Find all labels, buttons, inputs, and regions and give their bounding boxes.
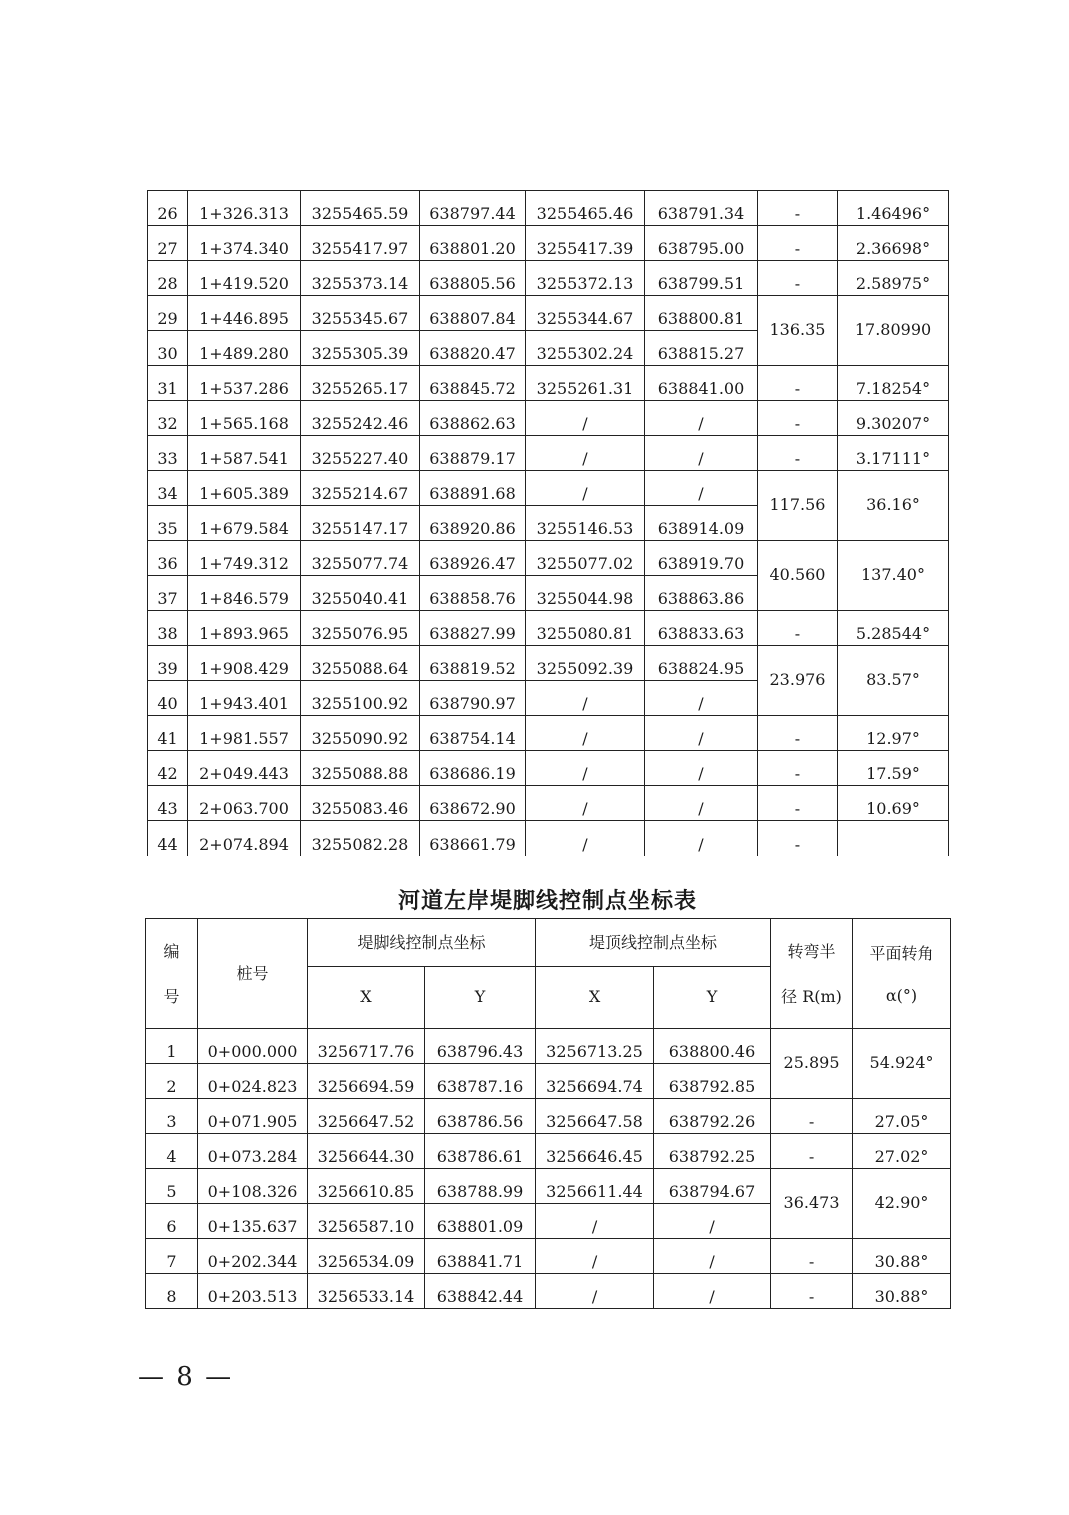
cell-radius: - bbox=[771, 1099, 853, 1134]
cell-no: 42 bbox=[148, 751, 188, 786]
cell-fx: 3255077.74 bbox=[301, 541, 420, 576]
cell-ty: / bbox=[654, 1274, 771, 1309]
cell-no: 26 bbox=[148, 191, 188, 226]
cell-ty: / bbox=[645, 821, 758, 856]
header-top-y: Y bbox=[654, 967, 771, 1029]
cell-fx: 3255088.64 bbox=[301, 646, 420, 681]
cell-ty: 638792.25 bbox=[654, 1134, 771, 1169]
cell-radius: - bbox=[758, 226, 838, 261]
cell-fy: 638841.71 bbox=[425, 1239, 536, 1274]
cell-pile: 1+749.312 bbox=[188, 541, 301, 576]
cell-no: 37 bbox=[148, 576, 188, 611]
cell-pile: 1+943.401 bbox=[188, 681, 301, 716]
cell-no: 5 bbox=[146, 1169, 198, 1204]
cell-tx: 3255465.46 bbox=[526, 191, 645, 226]
cell-no: 2 bbox=[146, 1064, 198, 1099]
cell-radius: 117.56 bbox=[758, 471, 838, 541]
cell-tx: 3255077.02 bbox=[526, 541, 645, 576]
cell-fy: 638819.52 bbox=[420, 646, 526, 681]
cell-fy: 638926.47 bbox=[420, 541, 526, 576]
cell-no: 8 bbox=[146, 1274, 198, 1309]
cell-pile: 0+108.326 bbox=[198, 1169, 308, 1204]
header-radius: 转弯半 径 R(m) bbox=[771, 919, 853, 1029]
cell-fx: 3256647.52 bbox=[308, 1099, 425, 1134]
cell-angle: 27.02° bbox=[853, 1134, 951, 1169]
cell-fy: 638754.14 bbox=[420, 716, 526, 751]
cell-pile: 0+024.823 bbox=[198, 1064, 308, 1099]
cell-fx: 3255227.40 bbox=[301, 436, 420, 471]
table-title: 河道左岸堤脚线控制点坐标表 bbox=[397, 889, 697, 914]
cell-tx: / bbox=[526, 436, 645, 471]
cell-no: 43 bbox=[148, 786, 188, 821]
cell-tx: / bbox=[526, 471, 645, 506]
cell-fx: 3255100.92 bbox=[301, 681, 420, 716]
cell-fx: 3255088.88 bbox=[301, 751, 420, 786]
cell-tx: 3256611.44 bbox=[536, 1169, 654, 1204]
cell-radius: 36.473 bbox=[771, 1169, 853, 1239]
table-row bbox=[148, 611, 949, 646]
cell-angle: 5.28544° bbox=[838, 611, 949, 646]
cell-pile: 1+846.579 bbox=[188, 576, 301, 611]
cell-radius: - bbox=[758, 191, 838, 226]
cell-tx: / bbox=[526, 751, 645, 786]
cell-fy: 638801.09 bbox=[425, 1204, 536, 1239]
cell-tx: / bbox=[536, 1204, 654, 1239]
cell-radius: - bbox=[758, 611, 838, 646]
cell-ty: 638795.00 bbox=[645, 226, 758, 261]
cell-pile: 1+893.965 bbox=[188, 611, 301, 646]
cell-fy: 638862.63 bbox=[420, 401, 526, 436]
cell-ty: 638919.70 bbox=[645, 541, 758, 576]
cell-no: 3 bbox=[146, 1099, 198, 1134]
cell-ty: 638799.51 bbox=[645, 261, 758, 296]
cell-ty: / bbox=[654, 1239, 771, 1274]
cell-no: 36 bbox=[148, 541, 188, 576]
cell-pile: 1+489.280 bbox=[188, 331, 301, 366]
cell-tx: 3255302.24 bbox=[526, 331, 645, 366]
cell-no: 27 bbox=[148, 226, 188, 261]
cell-fy: 638786.56 bbox=[425, 1099, 536, 1134]
cell-pile: 0+071.905 bbox=[198, 1099, 308, 1134]
header-top-group: 堤顶线控制点坐标 bbox=[536, 919, 771, 967]
cell-ty: 638800.81 bbox=[645, 296, 758, 331]
cell-pile: 1+679.584 bbox=[188, 506, 301, 541]
cell-radius: - bbox=[771, 1239, 853, 1274]
cell-radius: 25.895 bbox=[771, 1029, 853, 1099]
cell-ty: / bbox=[645, 751, 758, 786]
cell-ty: / bbox=[645, 471, 758, 506]
cell-tx: 3256646.45 bbox=[536, 1134, 654, 1169]
cell-tx: / bbox=[536, 1274, 654, 1309]
cell-ty: 638791.34 bbox=[645, 191, 758, 226]
cell-tx: / bbox=[536, 1239, 654, 1274]
table-row bbox=[148, 541, 949, 576]
cell-pile: 1+605.389 bbox=[188, 471, 301, 506]
table-row bbox=[148, 646, 949, 681]
cell-fy: 638805.56 bbox=[420, 261, 526, 296]
cell-pile: 2+063.700 bbox=[188, 786, 301, 821]
cell-fx: 3255242.46 bbox=[301, 401, 420, 436]
cell-fx: 3255305.39 bbox=[301, 331, 420, 366]
cell-no: 38 bbox=[148, 611, 188, 646]
cell-fx: 3255083.46 bbox=[301, 786, 420, 821]
cell-ty: 638792.85 bbox=[654, 1064, 771, 1099]
cell-no: 30 bbox=[148, 331, 188, 366]
cell-fy: 638891.68 bbox=[420, 471, 526, 506]
table-row bbox=[148, 436, 949, 471]
cell-angle: 17.80990 bbox=[838, 296, 949, 366]
cell-fy: 638807.84 bbox=[420, 296, 526, 331]
cell-fx: 3255090.92 bbox=[301, 716, 420, 751]
cell-pile: 2+074.894 bbox=[188, 821, 301, 856]
cell-angle: 2.36698° bbox=[838, 226, 949, 261]
cell-pile: 1+587.541 bbox=[188, 436, 301, 471]
cell-pile: 1+981.557 bbox=[188, 716, 301, 751]
cell-angle: 1.46496° bbox=[838, 191, 949, 226]
cell-ty: 638792.26 bbox=[654, 1099, 771, 1134]
header-pile: 桩号 bbox=[198, 919, 308, 1029]
cell-fy: 638788.99 bbox=[425, 1169, 536, 1204]
cell-pile: 1+908.429 bbox=[188, 646, 301, 681]
cell-no: 35 bbox=[148, 506, 188, 541]
cell-angle: 2.58975° bbox=[838, 261, 949, 296]
page-number: — 8 — bbox=[138, 1362, 234, 1392]
cell-radius: - bbox=[758, 786, 838, 821]
cell-fy: 638672.90 bbox=[420, 786, 526, 821]
cell-angle: 12.97° bbox=[838, 716, 949, 751]
cell-fy: 638787.16 bbox=[425, 1064, 536, 1099]
cell-ty: / bbox=[645, 786, 758, 821]
cell-fy: 638661.79 bbox=[420, 821, 526, 856]
cell-pile: 0+000.000 bbox=[198, 1029, 308, 1064]
cell-tx: 3255146.53 bbox=[526, 506, 645, 541]
table-row bbox=[146, 1029, 951, 1064]
cell-fx: 3256534.09 bbox=[308, 1239, 425, 1274]
cell-tx: 3255044.98 bbox=[526, 576, 645, 611]
cell-ty: 638824.95 bbox=[645, 646, 758, 681]
cell-ty: 638841.00 bbox=[645, 366, 758, 401]
table-row bbox=[148, 716, 949, 751]
cell-fy: 638879.17 bbox=[420, 436, 526, 471]
table-row bbox=[146, 1099, 951, 1134]
table-row bbox=[148, 226, 949, 261]
cell-ty: / bbox=[654, 1204, 771, 1239]
cell-fx: 3255214.67 bbox=[301, 471, 420, 506]
cell-angle: 27.05° bbox=[853, 1099, 951, 1134]
cell-fx: 3256694.59 bbox=[308, 1064, 425, 1099]
cell-fx: 3256533.14 bbox=[308, 1274, 425, 1309]
cell-no: 29 bbox=[148, 296, 188, 331]
cell-pile: 2+049.443 bbox=[188, 751, 301, 786]
cell-fx: 3255147.17 bbox=[301, 506, 420, 541]
cell-no: 1 bbox=[146, 1029, 198, 1064]
cell-fy: 638820.47 bbox=[420, 331, 526, 366]
cell-tx: 3255092.39 bbox=[526, 646, 645, 681]
cell-fx: 3256587.10 bbox=[308, 1204, 425, 1239]
cell-tx: 3255372.13 bbox=[526, 261, 645, 296]
cell-fx: 3256610.85 bbox=[308, 1169, 425, 1204]
cell-tx: 3256694.74 bbox=[536, 1064, 654, 1099]
cell-fx: 3256717.76 bbox=[308, 1029, 425, 1064]
cell-no: 34 bbox=[148, 471, 188, 506]
coordinate-table-continued bbox=[147, 190, 949, 856]
cell-tx: / bbox=[526, 786, 645, 821]
cell-no: 33 bbox=[148, 436, 188, 471]
cell-pile: 1+537.286 bbox=[188, 366, 301, 401]
cell-radius: - bbox=[758, 366, 838, 401]
table-row bbox=[148, 786, 949, 821]
cell-ty: 638815.27 bbox=[645, 331, 758, 366]
cell-angle: 42.90° bbox=[853, 1169, 951, 1239]
cell-fx: 3255373.14 bbox=[301, 261, 420, 296]
cell-radius: - bbox=[758, 401, 838, 436]
cell-ty: 638794.67 bbox=[654, 1169, 771, 1204]
cell-pile: 0+073.284 bbox=[198, 1134, 308, 1169]
cell-pile: 0+135.637 bbox=[198, 1204, 308, 1239]
cell-tx: 3255261.31 bbox=[526, 366, 645, 401]
cell-no: 7 bbox=[146, 1239, 198, 1274]
cell-no: 4 bbox=[146, 1134, 198, 1169]
table-row bbox=[148, 366, 949, 401]
cell-fy: 638801.20 bbox=[420, 226, 526, 261]
cell-ty: / bbox=[645, 401, 758, 436]
cell-fy: 638796.43 bbox=[425, 1029, 536, 1064]
cell-radius: 23.976 bbox=[758, 646, 838, 716]
table-row bbox=[146, 1169, 951, 1204]
cell-tx: / bbox=[526, 821, 645, 856]
table-row bbox=[148, 401, 949, 436]
cell-angle: 17.59° bbox=[838, 751, 949, 786]
cell-ty: 638833.63 bbox=[645, 611, 758, 646]
cell-angle: 30.88° bbox=[853, 1239, 951, 1274]
table-row bbox=[148, 751, 949, 786]
cell-fx: 3255076.95 bbox=[301, 611, 420, 646]
cell-tx: 3255344.67 bbox=[526, 296, 645, 331]
cell-no: 32 bbox=[148, 401, 188, 436]
cell-fy: 638842.44 bbox=[425, 1274, 536, 1309]
cell-no: 28 bbox=[148, 261, 188, 296]
cell-fy: 638827.99 bbox=[420, 611, 526, 646]
cell-pile: 1+326.313 bbox=[188, 191, 301, 226]
cell-fy: 638786.61 bbox=[425, 1134, 536, 1169]
cell-no: 39 bbox=[148, 646, 188, 681]
cell-fy: 638845.72 bbox=[420, 366, 526, 401]
table-row bbox=[148, 261, 949, 296]
cell-pile: 1+446.895 bbox=[188, 296, 301, 331]
cell-fy: 638797.44 bbox=[420, 191, 526, 226]
cell-pile: 1+374.340 bbox=[188, 226, 301, 261]
cell-angle: 83.57° bbox=[838, 646, 949, 716]
cell-tx: 3256647.58 bbox=[536, 1099, 654, 1134]
cell-pile: 0+203.513 bbox=[198, 1274, 308, 1309]
header-foot-group: 堤脚线控制点坐标 bbox=[308, 919, 536, 967]
cell-no: 31 bbox=[148, 366, 188, 401]
cell-no: 41 bbox=[148, 716, 188, 751]
cell-fy: 638790.97 bbox=[420, 681, 526, 716]
cell-radius: - bbox=[758, 716, 838, 751]
cell-fy: 638920.86 bbox=[420, 506, 526, 541]
cell-radius: 136.35 bbox=[758, 296, 838, 366]
cell-angle: 54.924° bbox=[853, 1029, 951, 1099]
cell-tx: 3256713.25 bbox=[536, 1029, 654, 1064]
cell-fx: 3255345.67 bbox=[301, 296, 420, 331]
table-row bbox=[148, 296, 949, 331]
cell-tx: 3255080.81 bbox=[526, 611, 645, 646]
cell-angle: 36.16° bbox=[838, 471, 949, 541]
cell-tx: / bbox=[526, 681, 645, 716]
cell-ty: 638800.46 bbox=[654, 1029, 771, 1064]
cell-tx: / bbox=[526, 401, 645, 436]
cell-radius: - bbox=[771, 1274, 853, 1309]
cell-ty: / bbox=[645, 436, 758, 471]
cell-angle bbox=[838, 821, 949, 856]
left-bank-coordinate-table bbox=[145, 918, 951, 1309]
cell-no: 40 bbox=[148, 681, 188, 716]
cell-no: 6 bbox=[146, 1204, 198, 1239]
header-angle: 平面转角 α(°) bbox=[853, 919, 951, 1029]
cell-pile: 0+202.344 bbox=[198, 1239, 308, 1274]
cell-no: 44 bbox=[148, 821, 188, 856]
header-number: 编 号 bbox=[146, 919, 198, 1029]
cell-pile: 1+419.520 bbox=[188, 261, 301, 296]
header-top-x: X bbox=[536, 967, 654, 1029]
cell-angle: 3.17111° bbox=[838, 436, 949, 471]
cell-tx: / bbox=[526, 716, 645, 751]
table-row bbox=[146, 1239, 951, 1274]
cell-fx: 3255465.59 bbox=[301, 191, 420, 226]
cell-angle: 7.18254° bbox=[838, 366, 949, 401]
header-foot-x: X bbox=[308, 967, 425, 1029]
table-row bbox=[146, 1134, 951, 1169]
cell-ty: 638914.09 bbox=[645, 506, 758, 541]
table-row bbox=[148, 191, 949, 226]
cell-fx: 3255082.28 bbox=[301, 821, 420, 856]
cell-radius: - bbox=[758, 821, 838, 856]
cell-fx: 3256644.30 bbox=[308, 1134, 425, 1169]
cell-tx: 3255417.39 bbox=[526, 226, 645, 261]
table-row bbox=[148, 471, 949, 506]
header-foot-y: Y bbox=[425, 967, 536, 1029]
cell-fx: 3255040.41 bbox=[301, 576, 420, 611]
cell-ty: / bbox=[645, 681, 758, 716]
cell-pile: 1+565.168 bbox=[188, 401, 301, 436]
table-row bbox=[148, 821, 949, 856]
cell-ty: / bbox=[645, 716, 758, 751]
cell-fx: 3255265.17 bbox=[301, 366, 420, 401]
cell-radius: - bbox=[758, 436, 838, 471]
table-row bbox=[146, 1274, 951, 1309]
cell-ty: 638863.86 bbox=[645, 576, 758, 611]
cell-fy: 638858.76 bbox=[420, 576, 526, 611]
cell-angle: 9.30207° bbox=[838, 401, 949, 436]
cell-angle: 137.40° bbox=[838, 541, 949, 611]
cell-angle: 10.69° bbox=[838, 786, 949, 821]
cell-fy: 638686.19 bbox=[420, 751, 526, 786]
cell-radius: - bbox=[758, 751, 838, 786]
cell-radius: 40.560 bbox=[758, 541, 838, 611]
cell-radius: - bbox=[758, 261, 838, 296]
cell-radius: - bbox=[771, 1134, 853, 1169]
cell-angle: 30.88° bbox=[853, 1274, 951, 1309]
cell-fx: 3255417.97 bbox=[301, 226, 420, 261]
